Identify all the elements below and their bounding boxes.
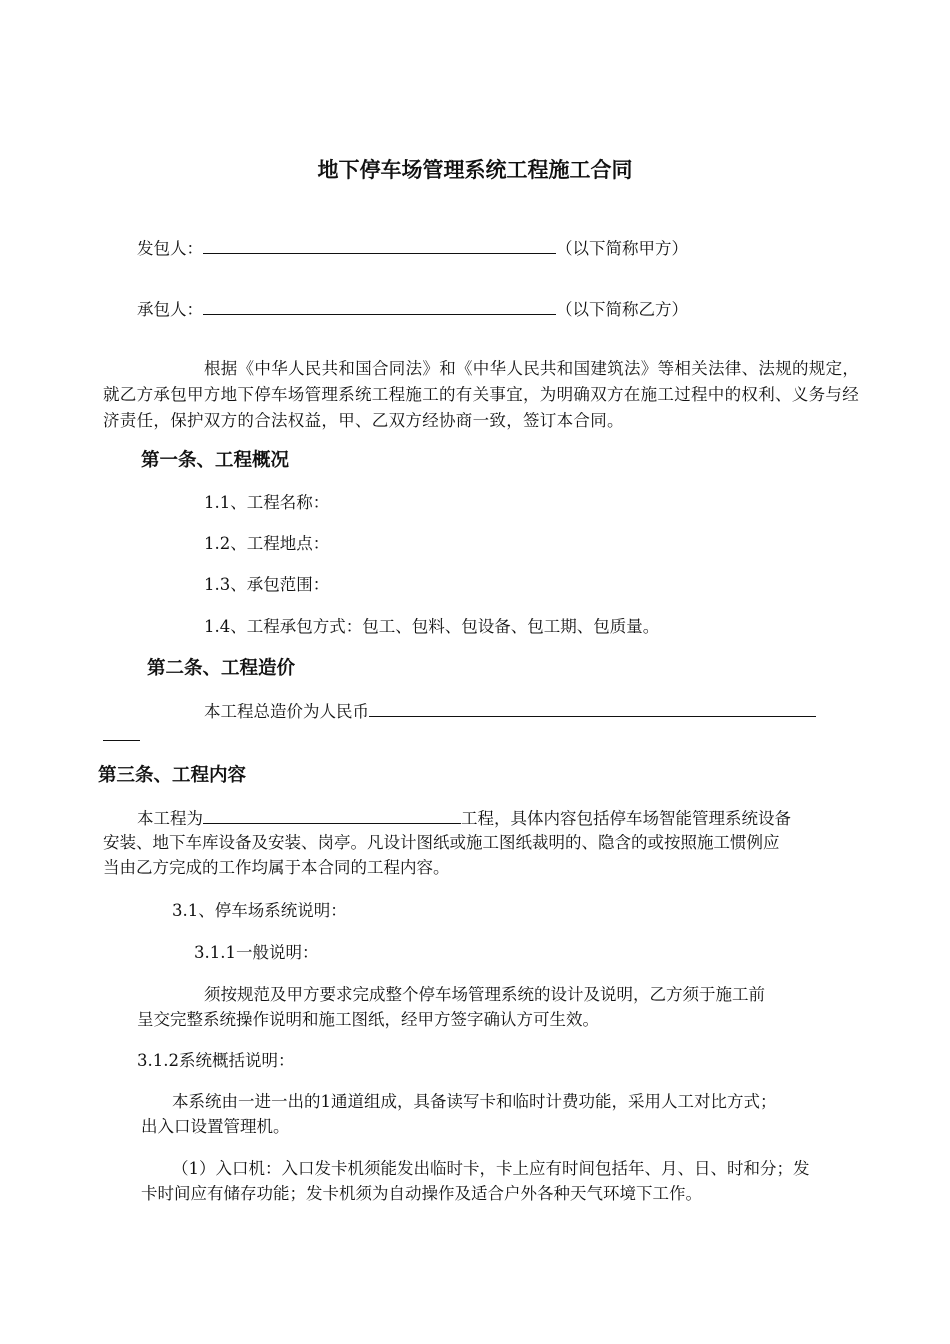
contractor-label: 承包人： <box>137 300 203 319</box>
employer-note: （以下简称甲方） <box>556 239 688 258</box>
price-blank-continuation[interactable] <box>103 740 140 741</box>
document-title: 地下停车场管理系统工程施工合同 <box>317 158 633 182</box>
entry-machine-line2: 卡时间应有储存功能；发卡机须为自动操作及适合户外各种天气环境下工作。 <box>141 1184 702 1203</box>
article1-item: 1.4、工程承包方式：包工、包料、包设备、包工期、包质量。 <box>204 617 660 636</box>
article1-item: 1.1、工程名称： <box>204 493 330 512</box>
employer-blank[interactable] <box>203 235 556 254</box>
price-blank[interactable] <box>369 698 816 717</box>
article3-intro-line2: 安装、地下车库设备及安装、岗亭。凡设计图纸或施工图纸裁明的、隐含的或按照施工惯例应 <box>103 833 780 852</box>
article1-heading: 第一条、工程概况 <box>141 450 290 471</box>
contractor-note: （以下简称乙方） <box>556 300 688 319</box>
contractor-line <box>137 296 688 323</box>
price-line <box>204 698 816 725</box>
section-3-1-2-line1: 本系统由一进一出的1通道组成，具备读写卡和临时计费功能，采用人工对比方式； <box>172 1092 777 1111</box>
section-3-1-1: 3.1.1一般说明： <box>194 943 319 962</box>
intro-suffix: 工程，具体内容包括停车场智能管理系统设备 <box>461 809 791 828</box>
section-3-1-2: 3.1.2系统概括说明： <box>137 1051 295 1070</box>
section-3-1-1-line2: 呈交完整系统操作说明和施工图纸，经甲方签字确认方可生效。 <box>137 1010 599 1029</box>
section-3-1: 3.1、停车场系统说明： <box>172 901 347 920</box>
intro-prefix: 本工程为 <box>137 809 203 828</box>
contractor-blank[interactable] <box>203 296 556 315</box>
article3-intro-line1 <box>137 805 791 832</box>
section-3-1-2-line2: 出入口设置管理机。 <box>141 1117 290 1136</box>
entry-machine-line1: （1）入口机：入口发卡机须能发出临时卡，卡上应有时间包括年、月、日、时和分；发 <box>172 1159 810 1178</box>
preamble-paragraph: 根据《中华人民共和国合同法》和《中华人民共和国建筑法》等相关法律、法规的规定，就乙方承包甲方地下停车场管理系统工程施工的有关事宜，为明确双方在施工过程中的权利、义务与经济责任，保护双方的合法权益，甲、乙双方经协商一致，签订本合同。 <box>103 359 860 430</box>
project-name-blank[interactable] <box>203 805 461 824</box>
article1-item: 1.3、承包范围： <box>204 575 330 594</box>
article3-heading: 第三条、工程内容 <box>98 765 247 786</box>
article3-intro-line3: 当由乙方完成的工作均属于本合同的工程内容。 <box>103 858 450 877</box>
article2-heading: 第二条、工程造价 <box>147 658 296 679</box>
price-label: 本工程总造价为人民币 <box>204 702 369 721</box>
section-3-1-1-line1: 须按规范及甲方要求完成整个停车场管理系统的设计及说明，乙方须于施工前 <box>204 985 765 1004</box>
employer-line <box>137 235 688 262</box>
employer-label: 发包人： <box>137 239 203 258</box>
article1-item: 1.2、工程地点： <box>204 534 330 553</box>
